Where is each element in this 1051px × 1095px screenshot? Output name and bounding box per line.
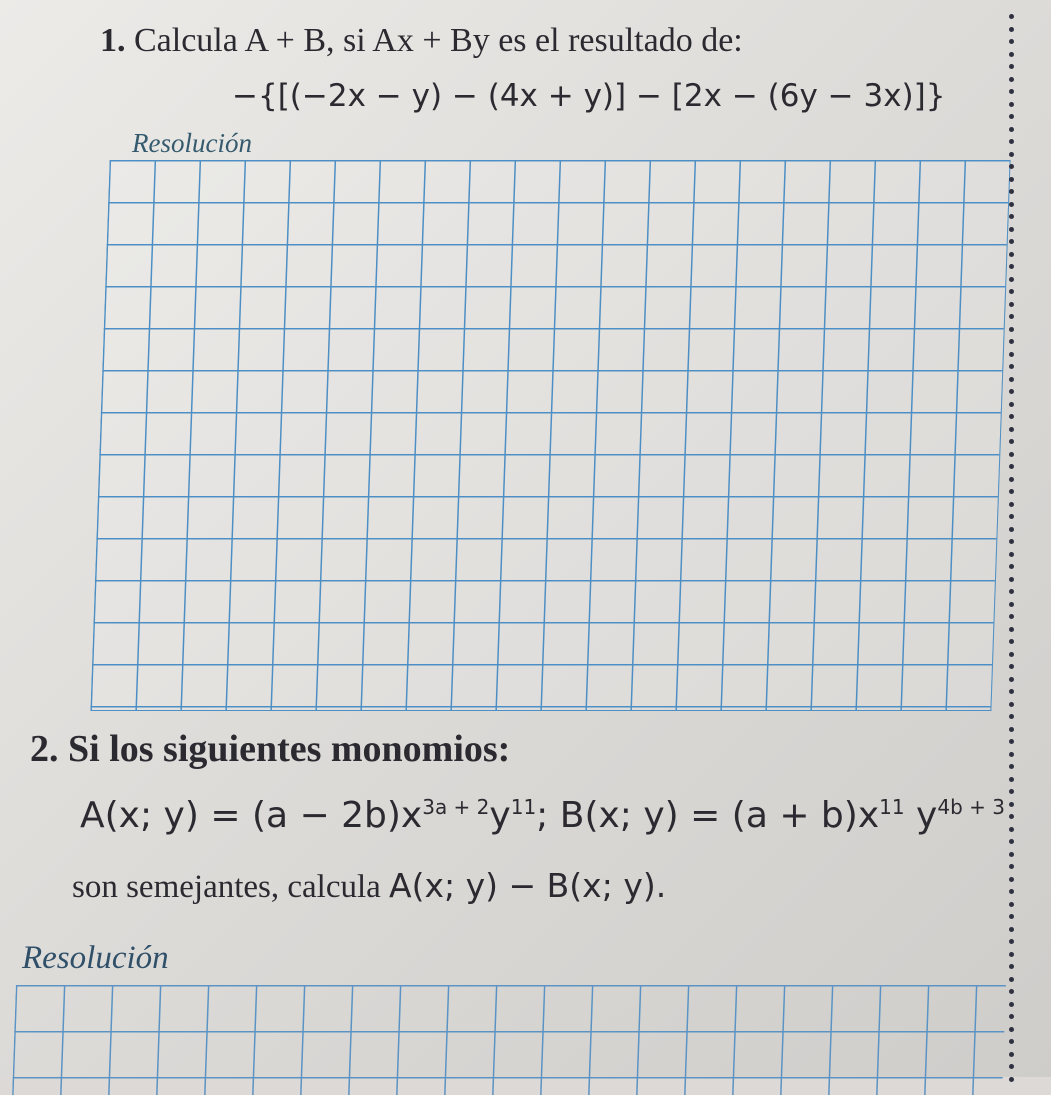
- perforation-dot: [1009, 602, 1014, 607]
- perforation-dot: [1009, 364, 1014, 369]
- perforation-dot: [1009, 989, 1014, 994]
- perforation-dot: [1009, 227, 1014, 232]
- perforation-dot: [1009, 1002, 1014, 1007]
- perforation-dot: [1009, 977, 1014, 982]
- perforation-dot: [1009, 464, 1014, 469]
- perforation-dot: [1009, 389, 1014, 394]
- perforation-dot: [1009, 1039, 1014, 1044]
- resolution-grid-2[interactable]: [12, 985, 1006, 1095]
- perforation-dot: [1009, 402, 1014, 407]
- monomial-b-y-exponent: 4b + 3: [937, 795, 1005, 819]
- perforation-dot: [1009, 689, 1014, 694]
- binding-perforation: [1006, 0, 1018, 1077]
- perforation-dot: [1009, 164, 1014, 169]
- problem-2-number: 2.: [30, 728, 59, 770]
- perforation-dot: [1009, 489, 1014, 494]
- perforation-dot: [1009, 114, 1014, 119]
- problem-1-statement-line: [100, 22, 743, 60]
- perforation-dot: [1009, 339, 1014, 344]
- perforation-dot: [1009, 377, 1014, 382]
- perforation-dot: [1009, 564, 1014, 569]
- monomial-a-base: A(x; y) = (a − 2b)x: [80, 795, 423, 836]
- problem-2-statement: Si los siguientes monomios:: [68, 728, 511, 770]
- perforation-dot: [1009, 52, 1014, 57]
- perforation-dot: [1009, 952, 1014, 957]
- perforation-dot: [1009, 177, 1014, 182]
- perforation-dot: [1009, 827, 1014, 832]
- perforation-dot: [1009, 677, 1014, 682]
- perforation-dot: [1009, 889, 1014, 894]
- perforation-dot: [1009, 552, 1014, 557]
- perforation-dot: [1009, 927, 1014, 932]
- perforation-dot: [1009, 539, 1014, 544]
- monomial-a-y: y: [489, 795, 511, 836]
- problem-2-title: [30, 727, 510, 771]
- perforation-dot: [1009, 477, 1014, 482]
- perforation-dot: [1009, 102, 1014, 107]
- perforation-dot: [1009, 152, 1014, 157]
- problem-1-expression: −{[(−2x − y) − (4x + y)] − [2x − (6y − 3x)]}: [232, 78, 946, 114]
- perforation-dot: [1009, 1077, 1014, 1082]
- problem-2-condition-line: [72, 866, 666, 906]
- perforation-dot: [1009, 639, 1014, 644]
- perforation-dot: [1009, 427, 1014, 432]
- monomial-a-y-exponent: 11: [510, 795, 537, 819]
- perforation-dot: [1009, 802, 1014, 807]
- monomial-b-base: B(x; y) = (a + b)x: [559, 795, 880, 836]
- perforation-dot: [1009, 314, 1014, 319]
- monomial-b-x-exponent: 11: [879, 795, 905, 819]
- perforation-dot: [1009, 127, 1014, 132]
- perforation-dot: [1009, 752, 1014, 757]
- perforation-dot: [1009, 614, 1014, 619]
- perforation-dot: [1009, 439, 1014, 444]
- perforation-dot: [1009, 202, 1014, 207]
- perforation-dot: [1009, 664, 1014, 669]
- perforation-dot: [1009, 914, 1014, 919]
- perforation-dot: [1009, 39, 1014, 44]
- perforation-dot: [1009, 702, 1014, 707]
- perforation-dot: [1009, 902, 1014, 907]
- perforation-dot: [1009, 77, 1014, 82]
- perforation-dot: [1009, 327, 1014, 332]
- perforation-dot: [1009, 89, 1014, 94]
- perforation-dot: [1009, 527, 1014, 532]
- perforation-dot: [1009, 652, 1014, 657]
- problem-1-number: 1.: [100, 22, 126, 59]
- perforation-dot: [1009, 239, 1014, 244]
- monomial-a-x-exponent: 3a + 2: [422, 795, 490, 819]
- monomial-separator: ;: [536, 795, 560, 836]
- perforation-dot: [1009, 714, 1014, 719]
- perforation-dot: [1009, 964, 1014, 969]
- problem-2-monomials: [80, 795, 1005, 836]
- perforation-dot: [1009, 852, 1014, 857]
- perforation-dot: [1009, 839, 1014, 844]
- perforation-dot: [1009, 452, 1014, 457]
- perforation-dot: [1009, 252, 1014, 257]
- perforation-dot: [1009, 777, 1014, 782]
- perforation-dot: [1009, 264, 1014, 269]
- perforation-dot: [1009, 1027, 1014, 1032]
- perforation-dot: [1009, 1014, 1014, 1019]
- perforation-dot: [1009, 877, 1014, 882]
- perforation-dot: [1009, 814, 1014, 819]
- monomial-b-y: y: [904, 795, 938, 836]
- problem-2-calc-expression: A(x; y) − B(x; y).: [389, 866, 667, 905]
- resolution-label-1: Resolución: [132, 128, 252, 158]
- perforation-dot: [1009, 514, 1014, 519]
- perforation-dot: [1009, 764, 1014, 769]
- perforation-dot: [1009, 727, 1014, 732]
- perforation-dot: [1009, 939, 1014, 944]
- perforation-dot: [1009, 739, 1014, 744]
- perforation-dot: [1009, 289, 1014, 294]
- perforation-dot: [1009, 1052, 1014, 1057]
- perforation-dot: [1009, 189, 1014, 194]
- resolution-grid-1[interactable]: [90, 160, 1010, 711]
- perforation-dot: [1009, 27, 1014, 32]
- perforation-dot: [1009, 64, 1014, 69]
- perforation-dot: [1009, 502, 1014, 507]
- perforation-dot: [1009, 789, 1014, 794]
- perforation-dot: [1009, 302, 1014, 307]
- problem-1-statement: Calcula A + B, si Ax + By es el resultado de:: [134, 22, 743, 59]
- perforation-dot: [1009, 414, 1014, 419]
- perforation-dot: [1009, 589, 1014, 594]
- perforation-dot: [1009, 352, 1014, 357]
- perforation-dot: [1009, 864, 1014, 869]
- resolution-label-2: Resolución: [22, 940, 169, 976]
- perforation-dot: [1009, 214, 1014, 219]
- perforation-dot: [1009, 14, 1014, 19]
- perforation-dot: [1009, 577, 1014, 582]
- perforation-dot: [1009, 277, 1014, 282]
- perforation-dot: [1009, 1064, 1014, 1069]
- perforation-dot: [1009, 627, 1014, 632]
- problem-2-condition: son semejantes, calcula: [72, 869, 390, 905]
- perforation-dot: [1009, 139, 1014, 144]
